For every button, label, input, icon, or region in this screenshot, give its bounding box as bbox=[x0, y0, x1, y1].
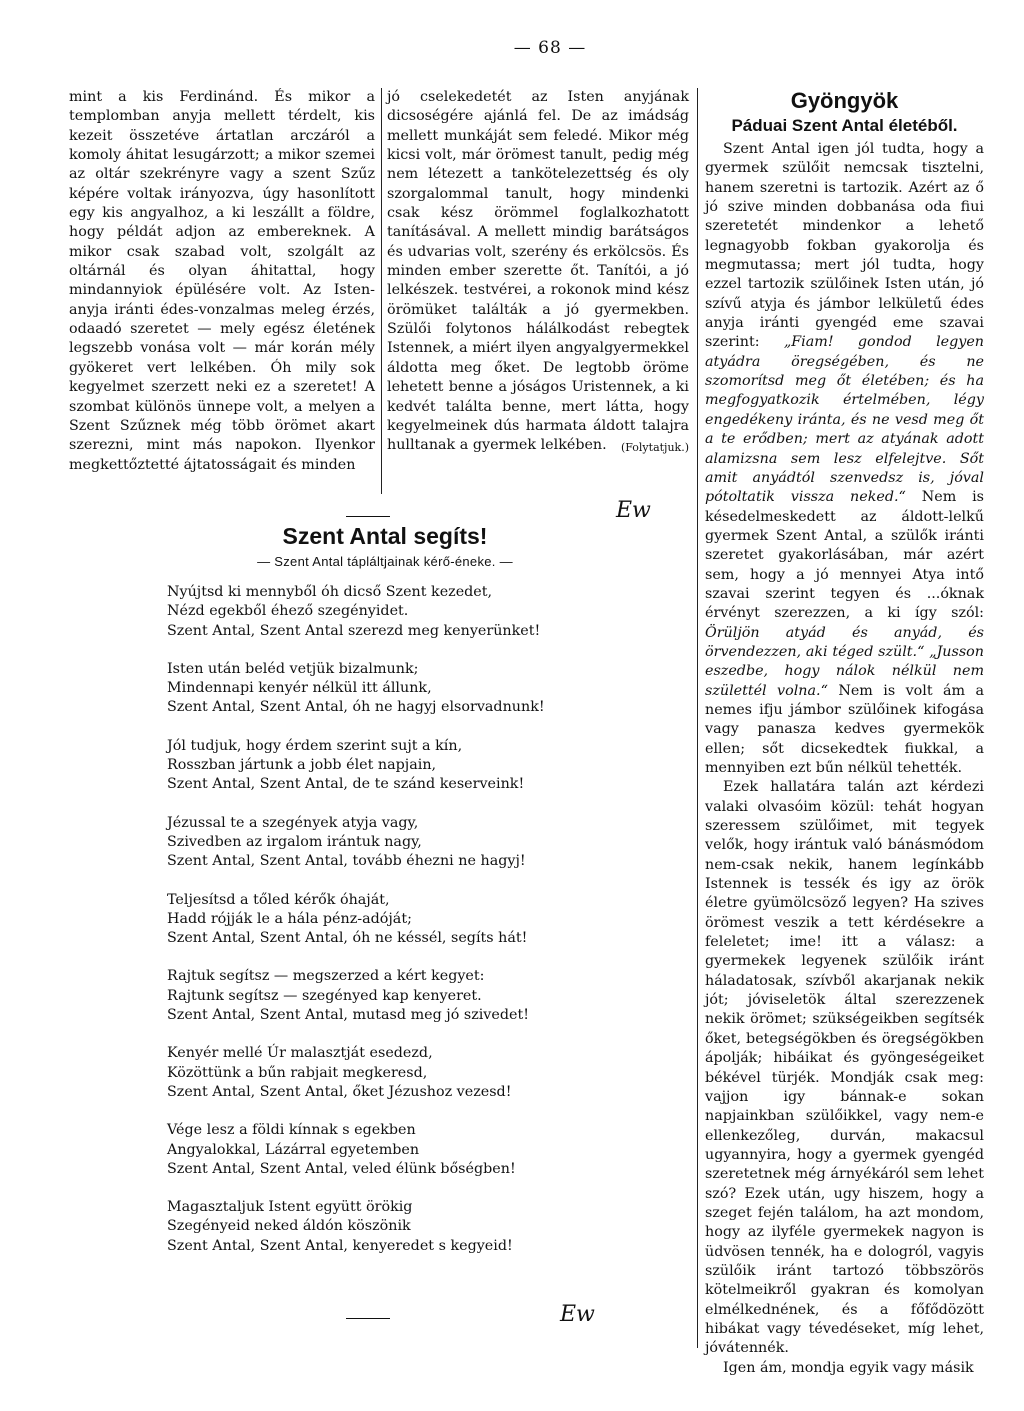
column-divider bbox=[381, 88, 382, 494]
prayer-stanza bbox=[167, 660, 695, 718]
section-rule bbox=[346, 516, 390, 517]
stanza-line: Hadd rójják le a hála pénz-adóját; bbox=[167, 910, 412, 927]
right-column bbox=[705, 88, 984, 1378]
stanza-line: Szegényeid neked áldón köszönik bbox=[167, 1218, 411, 1235]
stanza-line: Mindennapi kenyér nélkül itt állunk, bbox=[167, 680, 432, 697]
prayer-stanzas bbox=[75, 583, 695, 1256]
stanza-line: Szivedben az irgalom irántuk nagy, bbox=[167, 833, 422, 850]
stanza-line: Nézd egekből éhező szegényidet. bbox=[167, 603, 409, 620]
column-divider bbox=[697, 88, 698, 1348]
left-column bbox=[69, 88, 375, 475]
continuation-note: (Folytatjuk.) bbox=[620, 441, 689, 455]
stanza-line: Szent Antal, Szent Antal, óh ne késsél, segíts hát! bbox=[167, 930, 528, 947]
right-column-subtitle: Páduai Szent Antal életéből. bbox=[731, 116, 958, 135]
stanza-line: Közöttünk a bűn rabjait megkeresd, bbox=[167, 1064, 428, 1081]
right-quote: Örüljön atyád és anyád, és örvendezzen, aki téged szült.“ „Jusson eszedbe, hogy nálok nélkül nem születtél volna.“ bbox=[705, 624, 984, 699]
stanza-line: Isten után beléd vetjük bizalmunk; bbox=[167, 660, 419, 677]
stanza-line: Magasztaljuk Istent együtt örökig bbox=[167, 1199, 413, 1216]
right-paragraph: Igen ám, mondja egyik vagy másik bbox=[723, 1359, 974, 1376]
signature-mark: Ew bbox=[616, 498, 651, 523]
middle-column bbox=[387, 88, 689, 458]
middle-column-body: jó cselekedetét az Isten anyjának dicsoségére ajánlá fel. De az imádság mellett munkáját sem feledé. Mikor még kicsi volt, már örömest tanult, pedig még nem létezett a tankötelezettség és oly szorgalommal tanult, hogy mindenki csak kész örömmel foglalkozhatott tanításával. A mellett mindig barátságos és udvarias volt, szerény és erkölcsös. És minden ember szerette őt. Tanítói, a jó lelkészek. testvérei, a rokonok mind kész örömüket találták a jó gyermekben. Szülői folytonos hálálkodást rebegtek Istennek, a miért ilyen angyalgyermekkel áldotta meg őket. De legtobb öröme lehetett benne a jóságos Uristennek, a ki kedvét találta benne, mert látta, hogy kegyelmeinek dús harmata áldott talajra hulltanak a gyermek lelkében. bbox=[387, 89, 689, 454]
prayer-stanza bbox=[167, 891, 695, 949]
stanza-line: Rajtunk segítsz — szegényed kap kenyeret. bbox=[167, 987, 482, 1004]
section-rule bbox=[346, 1318, 390, 1319]
stanza-line: Rajtuk segítsz — megszerzed a kért kegyet: bbox=[167, 968, 485, 985]
stanza-line: Szent Antal, Szent Antal, mutasd meg jó szivedet! bbox=[167, 1007, 529, 1024]
prayer-stanza bbox=[167, 583, 695, 641]
right-text: Szent Antal igen jól tudta, hogy a gyermek szülőit nemcsak tisztelni, hanem szeretni is tartozik. Azért az ő jó szive minden dobbanása oda fiui szeretetét mindenkor a lehető legnagyobb fokban gyakorolja és megmutassa; mert jól tudta, hogy ezzel tartozik szülőinek Isten után, jó szívű atyja és jámbor lelkületű édes anyja iránti gyengéd eme szavai szerint: bbox=[705, 141, 984, 351]
stanza-line: Angyalokkal, Lázárral egyetemben bbox=[167, 1141, 420, 1158]
stanza-line: Szent Antal, Szent Antal szerezd meg kenyerünket! bbox=[167, 622, 541, 639]
stanza-line: Szent Antal, Szent Antal, őket Jézushoz vezesd! bbox=[167, 1083, 512, 1100]
stanza-line: Szent Antal, Szent Antal, veled élünk bőségben! bbox=[167, 1160, 516, 1177]
stanza-line: Szent Antal, Szent Antal, tovább éhezni ne hagyj! bbox=[167, 853, 526, 870]
stanza-line: Jézussal te a szegények atyja vagy, bbox=[167, 814, 419, 831]
stanza-line: Vége lesz a földi kínnak s egekben bbox=[167, 1122, 416, 1139]
stanza-line: Jól tudjuk, hogy érdem szerint sujt a kín, bbox=[167, 737, 463, 754]
stanza-line: Teljesítsd a tőled kérők óhaját, bbox=[167, 891, 390, 908]
stanza-line: Kenyér mellé Úr malasztját esedezd, bbox=[167, 1045, 433, 1062]
prayer-stanza bbox=[167, 1121, 695, 1179]
stanza-line: Rosszban jártunk a jobb élet napjain, bbox=[167, 757, 437, 774]
stanza-line: Szent Antal, Szent Antal, kenyeredet s kegyeid! bbox=[167, 1237, 513, 1254]
page-number: — 68 — bbox=[513, 38, 587, 58]
prayer-title: Szent Antal segíts! bbox=[282, 523, 488, 549]
right-paragraph: Ezek hallatára talán azt kérdezi valaki olvasóim közül: tehát hogyan szeressem szülőimet, mit tegyek velők, hogy irántuk való bánásmódom nem-csak nekik, hanem legínkább Istennek is tessék és igy az örök életre gyümölcsöző legyen? Ha szives örömest veszik a tett kérdésekre a feleletet; ime! itt a válasz: a gyermekek legyenek szülőik iránt háladatosak, szívből akarjanak nekik jót; jóviseletök által szerezzenek nekik örömet; szükségeikben segítsék őket, betegségökben és öregségökben ápolják; hibáikat és gyöngeségeiket békével türjék. Mondják csak meg: vajjon igy bánnak-e sokan napjainkban szülőikkel, vagy nem-e ellenkezőleg, durván, makacsul ugyannyira, hogy a gyermek gyengéd szeretetnek még árnyékáról sem lehet szó? Ezek után, ugy hiszem, hogy a szeget fején találom, ha azt mondom, hogy az ilyféle gyermekek nagyon is üdvösen tennék, ha e dologról, vagyis szülőik iránt tartozó többszörös kötelmeikről gyakran és komolyan elmélkednének, és a főfődözött hibákat vagy tévedéseket, míg lehet, jóvátennék. bbox=[705, 779, 984, 1357]
stanza-line: Szent Antal, Szent Antal, de te szánd keserveink! bbox=[167, 776, 525, 793]
stanza-line: Nyújtsd ki mennyből óh dicső Szent kezedet, bbox=[167, 584, 493, 600]
prayer-section bbox=[75, 520, 695, 1275]
prayer-stanza bbox=[167, 814, 695, 872]
prayer-stanza bbox=[167, 967, 695, 1025]
right-quote: „Fiam! gondod legyen atyádra öregségében, és ne szomorítsd meg őt életében; és ha megfogyatkozik értelmében, légy engedékeny iránta, és ne vesd meg őt a te erődben; mert az atyának adott alamizsna sem lesz elfelejtve. Sőt amit anyádtól szenvedsz is, jóval pótoltatik vissza neked.“ bbox=[705, 334, 985, 506]
stanza-line: Szent Antal, Szent Antal, óh ne hagyj elsorvadnunk! bbox=[167, 699, 545, 716]
left-column-text: mint a kis Ferdinánd. És mikor a templomban anyja mellett térdelt, kis kezeit összetéve ártatlan arczáról a komoly áhitat lesugárzott; a mikor szemei az oltár szekrényre vagy a szent Szűz képére voltak irányozva, úgy hasonlított egy kis angyalhoz, a ki leszállt a földre, hogy példát adjon az embereknek. A mikor csak szabad volt, szolgált az oltárnál és olyan áhitattal, hogy mindannyiok épülésére volt. Az Isten-anyja iránti édes-vonzalmas meleg érzés, odaadó szeretet — mely egész életének legszebb vonása volt — már korán mély gyökeret vert lelkében. Óh mily sok kegyelmet szerzett neki ez a szeretet! A szombat különös ünnepe volt, a melyen a Szent Szűznek még több örömet akart szerezni, mint más napokon. Ilyenkor megkettőztetté ájtatosságait és minden bbox=[69, 89, 375, 473]
prayer-subtitle: — Szent Antal tápláltjainak kérő-éneke. — bbox=[257, 554, 513, 569]
middle-column-text bbox=[387, 88, 689, 456]
right-text: Nem is volt ám a nemes ifju jámbor szülőinek kifogása vagy panasza kedves gyermekök ellen; sőt dicsekedtek fiukkal, a mennyiben ezt bűn nélkül tehették. bbox=[705, 682, 984, 776]
prayer-stanza bbox=[167, 1044, 695, 1102]
signature-mark: Ew bbox=[560, 1302, 595, 1327]
right-text: Nem is késedelmeskedett az áldott-lelkű gyermek Szent Antal, a szülők iránti szeretet gyakorlásában, már azért sem, hogy a jó mennyei Atya intő szavai szerint tegyen és ...óknak érvényt szerezzen, a ki így szól: bbox=[705, 489, 985, 622]
prayer-stanza bbox=[167, 1198, 695, 1256]
right-paragraph bbox=[705, 140, 984, 778]
prayer-stanza bbox=[167, 737, 695, 795]
right-column-title: Gyöngyök bbox=[790, 88, 899, 113]
